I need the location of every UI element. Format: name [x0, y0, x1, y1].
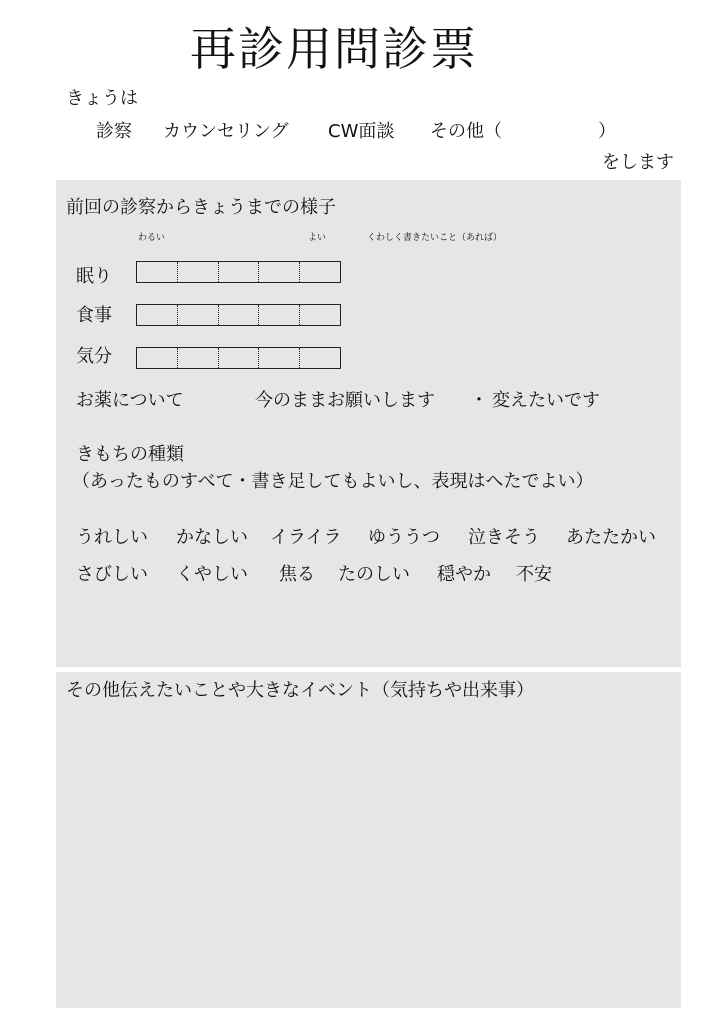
mood-scale-segment[interactable]	[300, 348, 340, 368]
mood-scale-segment[interactable]	[219, 348, 260, 368]
detail-hint: くわしく書きたいこと（あれば）	[367, 233, 503, 243]
meal-label: 食事	[76, 305, 112, 326]
feeling-yuuutsu[interactable]: ゆううつ	[368, 527, 440, 548]
meal-scale[interactable]	[136, 304, 341, 326]
sleep-scale-segment[interactable]	[178, 262, 219, 282]
sleep-scale-segment[interactable]	[259, 262, 300, 282]
mood-scale-segment[interactable]	[259, 348, 300, 368]
feeling-sabishii[interactable]: さびしい	[76, 564, 148, 585]
feeling-iraira[interactable]: イライラ	[270, 527, 342, 548]
meal-scale-segment[interactable]	[300, 305, 340, 325]
mood-scale[interactable]	[136, 347, 341, 369]
sleep-scale-segment[interactable]	[219, 262, 260, 282]
sleep-scale[interactable]	[136, 261, 341, 283]
page-title: 再診用問診票	[190, 22, 478, 76]
sleep-scale-segment[interactable]	[300, 262, 340, 282]
medicine-label: お薬について	[76, 390, 184, 411]
feeling-tanoshii[interactable]: たのしい	[338, 564, 410, 585]
mood-scale-segment[interactable]	[178, 348, 219, 368]
feelings-instruction: （あったものすべて・書き足してもよいし、表現はへたでよい）	[72, 471, 594, 492]
mood-scale-segment[interactable]	[137, 348, 178, 368]
today-label: きょうは	[66, 88, 138, 109]
scale-good-label: よい	[308, 233, 327, 243]
feelings-title: きもちの種類	[76, 444, 184, 465]
option-other[interactable]	[430, 117, 616, 143]
condition-panel	[56, 180, 681, 667]
meal-scale-segment[interactable]	[259, 305, 300, 325]
option-cw-mendan[interactable]: CW面談	[328, 121, 395, 142]
sleep-label: 眠り	[76, 266, 112, 287]
other-events-panel[interactable]	[56, 672, 681, 1008]
sleep-scale-segment[interactable]	[137, 262, 178, 282]
suffix-text: をします	[602, 152, 674, 173]
feeling-nakisou[interactable]: 泣きそう	[468, 527, 540, 548]
option-other-close: ）	[598, 121, 616, 142]
meal-scale-segment[interactable]	[219, 305, 260, 325]
medicine-separator: ・	[470, 390, 488, 411]
feeling-fuan[interactable]: 不安	[516, 564, 552, 585]
other-events-title: その他伝えたいことや大きなイベント（気持ちや出来事）	[66, 680, 534, 701]
medicine-keep-option[interactable]: 今のままお願いします	[255, 390, 435, 411]
option-shinsatsu[interactable]: 診察	[96, 121, 132, 142]
feeling-aseru[interactable]: 焦る	[279, 564, 315, 585]
meal-scale-segment[interactable]	[137, 305, 178, 325]
option-other-label: その他（	[430, 121, 502, 142]
medicine-change-option[interactable]: 変えたいです	[492, 390, 600, 411]
feeling-ureshii[interactable]: うれしい	[76, 527, 148, 548]
condition-section-title: 前回の診察からきょうまでの様子	[66, 197, 336, 218]
feeling-kuyashii[interactable]: くやしい	[176, 564, 248, 585]
scale-bad-label: わるい	[138, 233, 166, 243]
feeling-odayaka[interactable]: 穏やか	[437, 564, 491, 585]
mood-label: 気分	[76, 346, 112, 367]
feeling-kanashii[interactable]: かなしい	[176, 527, 248, 548]
option-counseling[interactable]: カウンセリング	[163, 121, 289, 142]
meal-scale-segment[interactable]	[178, 305, 219, 325]
feeling-atatakai[interactable]: あたたかい	[566, 527, 656, 548]
